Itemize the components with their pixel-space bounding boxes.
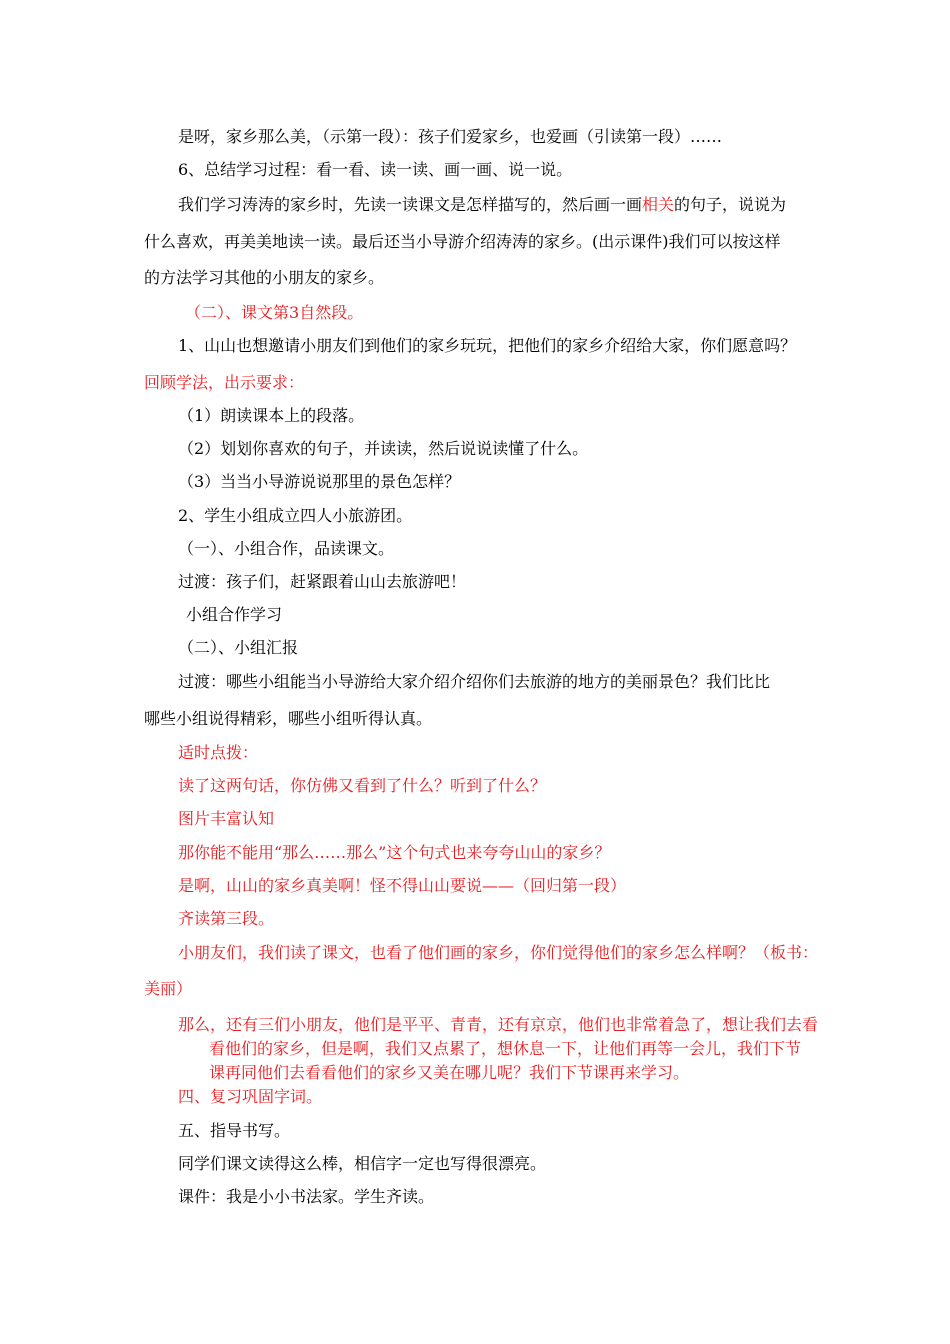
text-span: 那你能不能用“那么……那么”这个句式也来夸夸山山的家乡？ [178, 843, 611, 862]
section-heading [178, 1121, 290, 1141]
text-line [178, 336, 796, 356]
text-span: 6、总结学习过程：看一看、读一读、画一画、说一说。 [178, 160, 573, 179]
text-line [178, 876, 626, 896]
text-line [178, 539, 394, 559]
text-line [178, 506, 412, 526]
list-item [178, 472, 460, 492]
text-line [178, 843, 610, 863]
text-span: 小组合作学习 [186, 605, 283, 624]
text-line [178, 776, 546, 796]
section-heading [185, 303, 363, 323]
text-span: 哪些小组说得精彩，哪些小组听得认真。 [144, 709, 433, 728]
text-span: 读了这两句话，你仿佛又看到了什么？听到了什么？ [178, 776, 547, 795]
text-span: 看他们的家乡，但是啊，我们又点累了，想休息一下，让他们再等一会儿，我们下节 [209, 1039, 802, 1058]
text-span: 五、指导书写。 [178, 1121, 291, 1140]
text-span: 齐读第三段。 [178, 909, 275, 928]
text-span: 适时点拨： [178, 743, 259, 762]
text-span: （二）、小组汇报 [178, 638, 299, 657]
text-span: 过渡：哪些小组能当小导游给大家介绍介绍你们去旅游的地方的美丽景色？我们比比 [178, 672, 771, 691]
text-line [209, 1063, 689, 1083]
text-line [178, 909, 274, 929]
text-span: 课件：我是小小书法家。学生齐读。 [178, 1187, 435, 1206]
text-span: 图片丰富认知 [178, 809, 275, 828]
text-line [178, 572, 466, 592]
text-line [178, 160, 572, 180]
list-item [178, 406, 364, 426]
text-span: 那么，还有三们小朋友，他们是平平、青青，还有京京，他们也非常着急了，想让我们去看 [178, 1015, 819, 1034]
text-line [178, 1187, 434, 1207]
text-span: （1）朗读课本上的段落。 [178, 406, 365, 425]
text-span: 1、山山也想邀请小朋友们到他们的家乡玩玩，把他们的家乡介绍给大家，你们愿意吗？ [178, 336, 797, 355]
text-span: 课再同他们去看看他们的家乡又美在哪儿呢？我们下节课再来学习。 [209, 1063, 690, 1082]
text-line [178, 1015, 818, 1035]
text-line [144, 709, 432, 729]
text-line [144, 232, 781, 252]
text-span: 是啊，山山的家乡真美啊！怪不得山山要说——（回归第一段） [178, 876, 627, 895]
text-span: 回顾学法，出示要求： [144, 373, 305, 392]
text-line [144, 268, 384, 288]
text-span: （二）、 [185, 303, 242, 322]
text-line [144, 373, 304, 393]
text-span: 2、学生小组成立四人小旅游团。 [178, 506, 413, 525]
text-span: 是呀，家乡那么美，（示第一段）：孩子们爱家乡，也爱画（引读第一段）…… [178, 127, 723, 146]
text-span: 四、复习巩固字词。 [178, 1087, 323, 1106]
text-line [178, 638, 298, 658]
text-line [178, 672, 770, 692]
text-line [178, 127, 722, 147]
text-span: （3）当当小导游说说那里的景色怎样？ [178, 472, 461, 491]
text-line [178, 1154, 546, 1174]
text-span: 的句子，说说为 [674, 195, 787, 214]
list-item [178, 439, 588, 459]
text-span: （一）、小组合作，品读课文。 [178, 539, 395, 558]
highlighted-text: 相关 [642, 195, 675, 214]
text-span: 的方法学习其他的小朋友的家乡。 [144, 268, 385, 287]
text-line [178, 195, 786, 215]
text-span: 什么喜欢，再美美地读一读。最后还当小导游介绍涛涛的家乡。(出示课件)我们可以按这样 [144, 232, 781, 251]
section-heading [178, 1087, 322, 1107]
text-line [186, 605, 282, 625]
text-span: （2）划划你喜欢的句子，并读读，然后说说读懂了什么。 [178, 439, 589, 458]
text-span: 小朋友们，我们读了课文，也看了他们画的家乡，你们觉得他们的家乡怎么样啊？（板书： [178, 943, 819, 962]
text-span: 过渡：孩子们，赶紧跟着山山去旅游吧！ [178, 572, 467, 591]
text-span: 课文第3自然段。 [241, 303, 364, 322]
text-line [178, 743, 258, 763]
text-span: 美丽） [144, 979, 193, 998]
text-line [144, 979, 192, 999]
text-span: 我们学习涛涛的家乡时，先读一读课文是怎样描写的，然后画一画 [178, 195, 643, 214]
text-span: 同学们课文读得这么棒，相信字一定也写得很漂亮。 [178, 1154, 547, 1173]
text-line [209, 1039, 801, 1059]
text-line [178, 943, 818, 963]
text-line [178, 809, 274, 829]
